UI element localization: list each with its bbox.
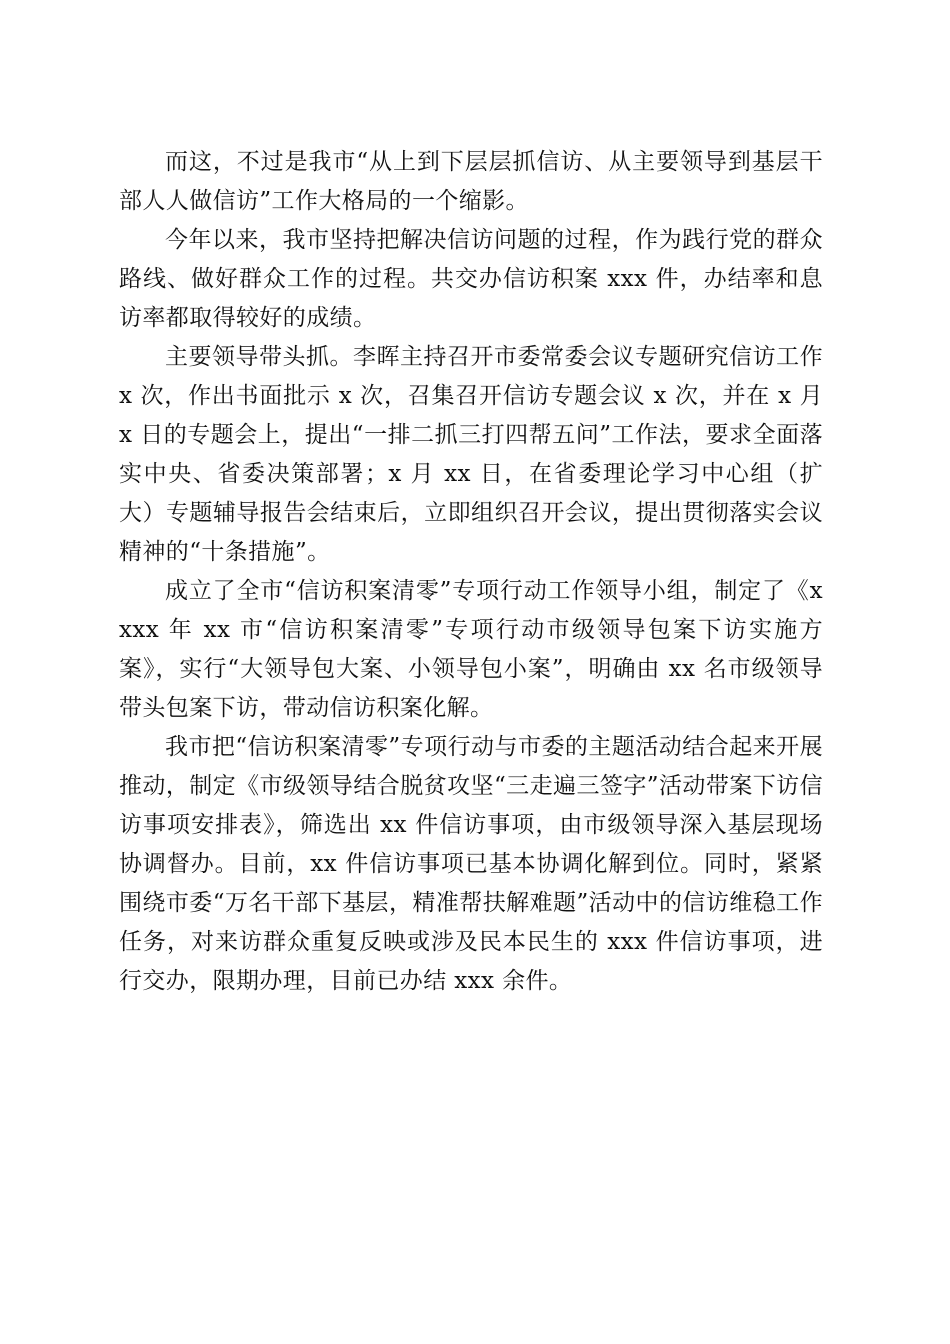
paragraph-4: 成立了全市“信访积案清零”专项行动工作领导小组，制定了《xxxx 年 xx 市“信访积案清零”专项行动市级领导包案下访实施方案》，实行“大领导包大案、小领导包小案”，明确由 xx 名市级领导带头包案下访，带动信访积案化解。	[119, 578, 823, 721]
paragraph-2: 今年以来，我市坚持把解决信访问题的过程，作为践行党的群众路线、做好群众工作的过程。共交办信访积案 xxx 件，办结率和息访率都取得较好的成绩。	[119, 227, 823, 331]
document-body	[119, 143, 823, 1001]
paragraph-3: 主要领导带头抓。李晖主持召开市委常委会议专题研究信访工作 x 次，作出书面批示 x 次，召集召开信访专题会议 x 次，并在 x 月 x 日的专题会上，提出“一排二抓三打四帮五问”工作法，要求全面落实中央、省委决策部署；x 月 xx 日，在省委理论学习中心组（扩大）专题辅导报告会结束后，立即组织召开会议，提出贯彻落实会议精神的“十条措施”。	[119, 344, 823, 565]
paragraph-5: 我市把“信访积案清零”专项行动与市委的主题活动结合起来开展推动，制定《市级领导结合脱贫攻坚“三走遍三签字”活动带案下访信访事项安排表》，筛选出 xx 件信访事项，由市级领导深入基层现场协调督办。目前，xx 件信访事项已基本协调化解到位。同时，紧紧围绕市委“万名干部下基层，精准帮扶解难题”活动中的信访维稳工作任务，对来访群众重复反映或涉及民本民生的 xxx 件信访事项，进行交办，限期办理，目前已办结 xxx 余件。	[119, 734, 823, 994]
paragraph-1: 而这，不过是我市“从上到下层层抓信访、从主要领导到基层干部人人做信访”工作大格局的一个缩影。	[119, 149, 823, 214]
